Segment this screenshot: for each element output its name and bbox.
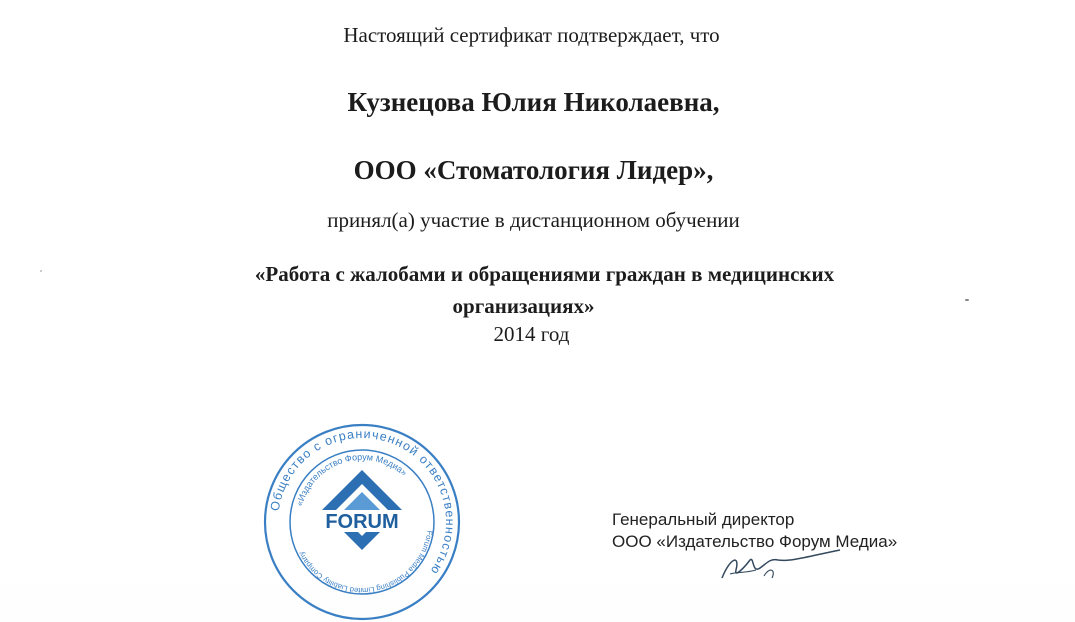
intro-text: Настоящий сертификат подтверждает, что: [343, 23, 720, 47]
stamp-outer-text: Общество с ограниченной ответственностью: [267, 426, 458, 578]
recipient-organization: ООО «Стоматология Лидер»,: [353, 155, 714, 185]
company-stamp: [262, 422, 462, 622]
paper-speck: [965, 299, 969, 301]
course-title-line-2: организациях»: [452, 294, 595, 318]
stamp-inner-text: «Издательство Форум Медиа»: [294, 451, 410, 508]
signatory-organization: ООО «Издательство Форум Медиа»: [612, 532, 898, 551]
signatory-block: [612, 509, 897, 553]
course-year: 2014 год: [493, 322, 570, 346]
participation-text: принял(а) участие в дистанционном обучении: [327, 208, 740, 232]
forum-logo: [307, 470, 417, 550]
handwritten-signature: [700, 548, 860, 585]
stamp-english-text: Forum Media Publishing Limited Liability Company: [296, 529, 435, 596]
recipient-name: Кузнецова Юлия Николаевна,: [347, 87, 720, 117]
signatory-title: Генеральный директор: [612, 510, 795, 529]
course-title-line-1: «Работа с жалобами и обращениями граждан в медицинских: [254, 262, 835, 286]
forum-logo-text: FORUM: [325, 511, 399, 533]
paper-speck: [40, 270, 42, 272]
